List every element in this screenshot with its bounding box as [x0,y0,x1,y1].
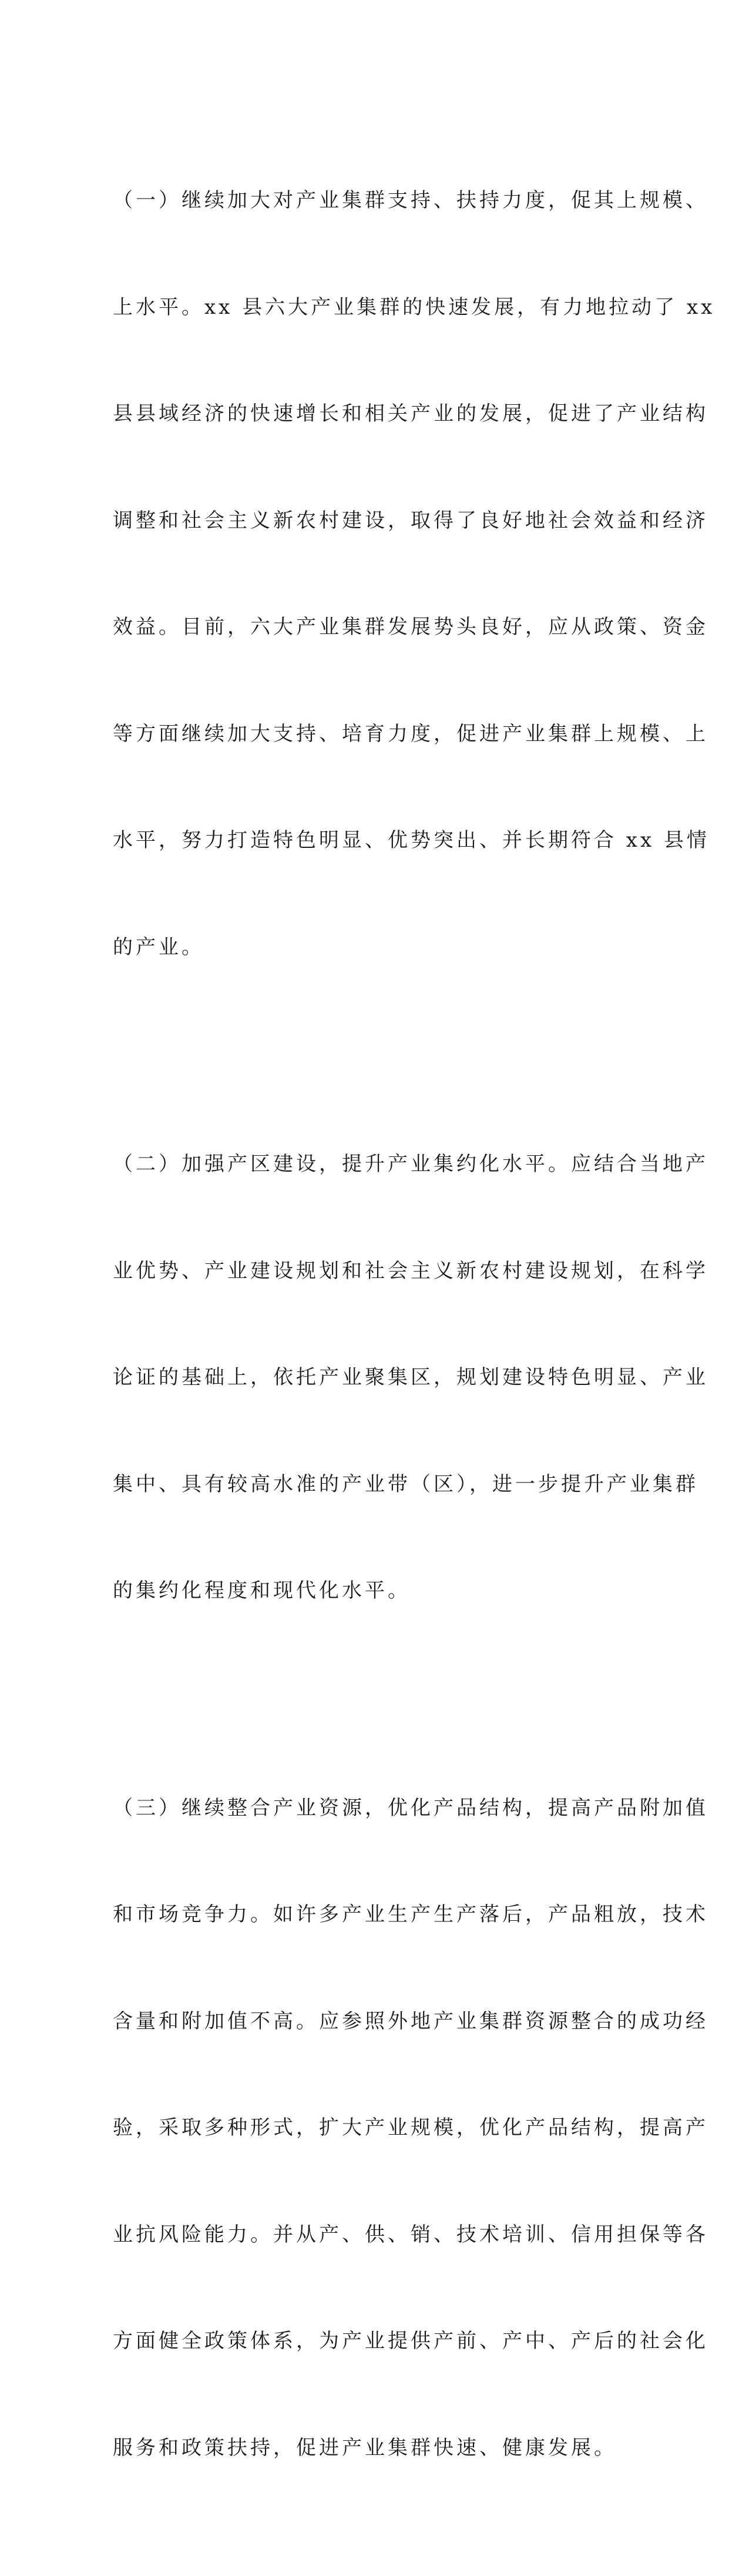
text-line: 验，采取多种形式，扩大产业规模，优化产品结构，提高产 [113,2116,708,2139]
text-line: 论证的基础上，依托产业聚集区，规划建设特色明显、产业 [113,1366,708,1389]
text-line: 的集约化程度和现代化水平。 [113,1579,411,1602]
text-line: 服务和政策扶持，促进产业集群快速、健康发展。 [113,2436,617,2460]
text-line: 含量和附加值不高。应参照外地产业集群资源整合的成功经 [113,2009,708,2033]
text-line: 方面健全政策体系，为产业提供产前、产中、产后的社会化 [113,2329,708,2353]
text-line: 业抗风险能力。并从产、供、销、技术培训、信用担保等各 [113,2222,708,2246]
text-line: （三）继续整合产业资源，优化产品结构，提高产品附加值 [113,1796,708,1820]
text-line: 业优势、产业建设规划和社会主义新农村建设规划，在科学 [113,1259,708,1283]
text-line: 县县域经济的快速增长和相关产业的发展，促进了产业结构 [113,402,708,425]
text-line: 等方面继续加大支持、培育力度，促进产业集群上规模、上 [113,722,708,746]
text-line: 效益。目前，六大产业集群发展势头良好，应从政策、资金 [113,615,708,639]
text-line: 调整和社会主义新农村建设，取得了良好地社会效益和经济 [113,508,708,532]
text-line: 和市场竞争力。如许多产业生产生产落后，产品粗放，技术 [113,1903,708,1926]
text-line: （一）继续加大对产业集群支持、扶持力度，促其上规模、 [113,189,708,212]
text-line: 水平，努力打造特色明显、优势突出、并长期符合 xx 县情 [113,829,710,852]
paragraph-3 [113,1719,708,2537]
paragraph-2 [113,1075,708,1680]
text-line: 上水平。xx 县六大产业集群的快速发展，有力地拉动了 xx [113,295,715,319]
text-line: （二）加强产区建设，提升产业集约化水平。应结合当地产 [113,1152,708,1176]
paragraph-1 [113,112,715,1036]
text-line: 集中、具有较高水准的产业带（区），进一步提升产业集群 [113,1472,698,1496]
text-line: 的产业。 [113,935,204,959]
document-body [113,112,715,2576]
